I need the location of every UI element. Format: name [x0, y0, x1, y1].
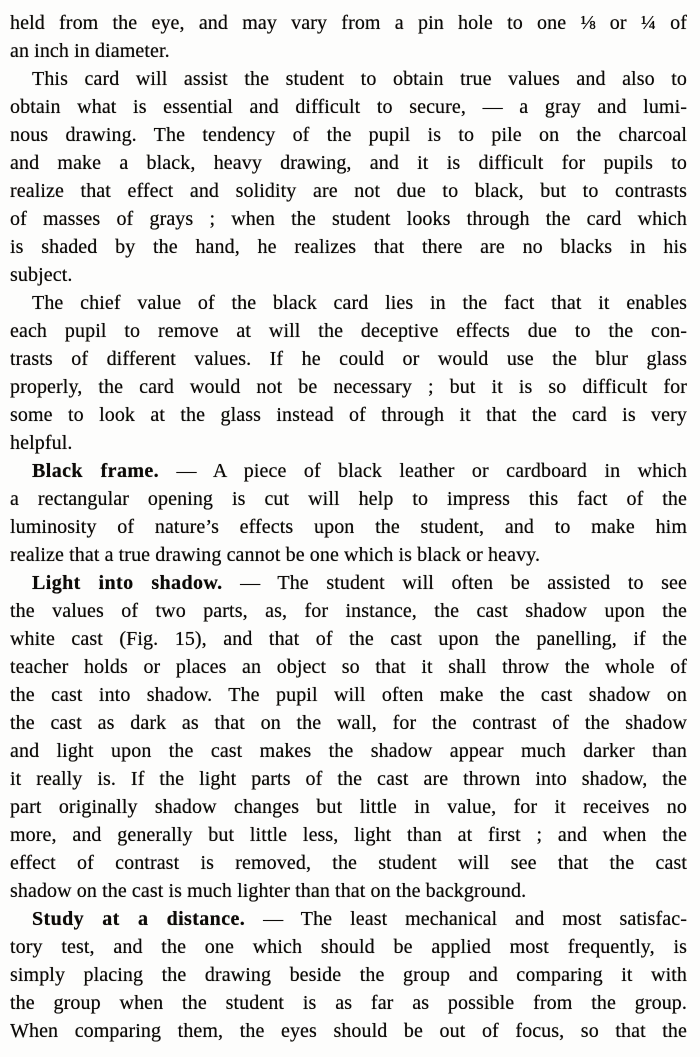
text-line: each pupil to remove at will the deceptive effects due to the con- — [10, 320, 687, 342]
paragraph — [10, 289, 687, 457]
text-line: teacher holds or places an object so that it shall throw the whole of — [10, 656, 687, 678]
line-text: — A piece of black leather or cardboard in which — [159, 460, 687, 482]
line-text: — The least mechanical and most satisfac- — [245, 908, 687, 930]
text-line: the group when the student is as far as possible from the group. — [10, 992, 687, 1014]
section-heading: Black frame. — [32, 460, 160, 482]
text-line: it really is. If the light parts of the cast are thrown into shadow, the — [10, 768, 687, 790]
text-line: a rectangular opening is cut will help to impress this fact of the — [10, 488, 687, 510]
text-line — [10, 457, 687, 485]
text-line: is shaded by the hand, he realizes that there are no blacks in his — [10, 236, 687, 258]
text-line: shadow on the cast is much lighter than that on the background. — [10, 880, 527, 902]
text-line: the cast as dark as that on the wall, for the contrast of the shadow — [10, 712, 687, 734]
paragraph — [10, 9, 687, 65]
text-line: realize that a true drawing cannot be one which is black or heavy. — [10, 544, 541, 566]
text-line: When comparing them, the eyes should be out of focus, so that the — [10, 1020, 687, 1042]
paragraph — [10, 905, 687, 1045]
text-line: The chief value of the black card lies in the fact that it enables — [32, 292, 687, 314]
text-line: nous drawing. The tendency of the pupil is to pile on the charcoal — [10, 124, 687, 146]
section-heading: Study at a distance. — [32, 908, 246, 930]
text-line: properly, the card would not be necessary ; but it is so difficult for — [10, 376, 687, 398]
text-line: obtain what is essential and difficult to secure, — a gray and lumi- — [10, 96, 687, 118]
text-line: and light upon the cast makes the shadow appear much darker than — [10, 740, 687, 762]
text-line: more, and generally but little less, light than at first ; and when the — [10, 824, 687, 846]
paragraph — [10, 65, 687, 289]
paragraph — [10, 569, 687, 905]
text-line: subject. — [10, 264, 73, 286]
text-line: held from the eye, and may vary from a pin hole to one ⅛ or ¼ of — [10, 12, 687, 34]
section-heading: Light into shadow. — [32, 572, 223, 594]
text-line: the cast into shadow. The pupil will often make the cast shadow on — [10, 684, 687, 706]
text-line: white cast (Fig. 15), and that of the cast upon the panelling, if the — [10, 628, 687, 650]
line-text: — The student will often be assisted to see — [222, 572, 687, 594]
text-line — [10, 905, 687, 933]
text-line: simply placing the drawing beside the group and comparing it with — [10, 964, 687, 986]
text-line: This card will assist the student to obtain true values and also to — [32, 68, 687, 90]
text-line: an inch in diameter. — [10, 40, 170, 62]
paragraph — [10, 457, 687, 569]
text-line: some to look at the glass instead of through it that the card is very — [10, 404, 687, 426]
text-line: trasts of different values. If he could or would use the blur glass — [10, 348, 687, 370]
text-line: and make a black, heavy drawing, and it is difficult for pupils to — [10, 152, 687, 174]
text-line: helpful. — [10, 432, 73, 454]
text-line: the values of two parts, as, for instance, the cast shadow upon the — [10, 600, 687, 622]
text-line: luminosity of nature’s effects upon the student, and to make him — [10, 516, 687, 538]
text-line: of masses of grays ; when the student looks through the card which — [10, 208, 687, 230]
text-line: realize that effect and solidity are not due to black, but to contrasts — [10, 180, 687, 202]
text-line: part originally shadow changes but little in value, for it receives no — [10, 796, 687, 818]
text-line: effect of contrast is removed, the student will see that the cast — [10, 852, 687, 874]
page-text-column — [10, 9, 687, 1045]
text-line — [10, 569, 687, 597]
text-line: tory test, and the one which should be applied most frequently, is — [10, 936, 687, 958]
